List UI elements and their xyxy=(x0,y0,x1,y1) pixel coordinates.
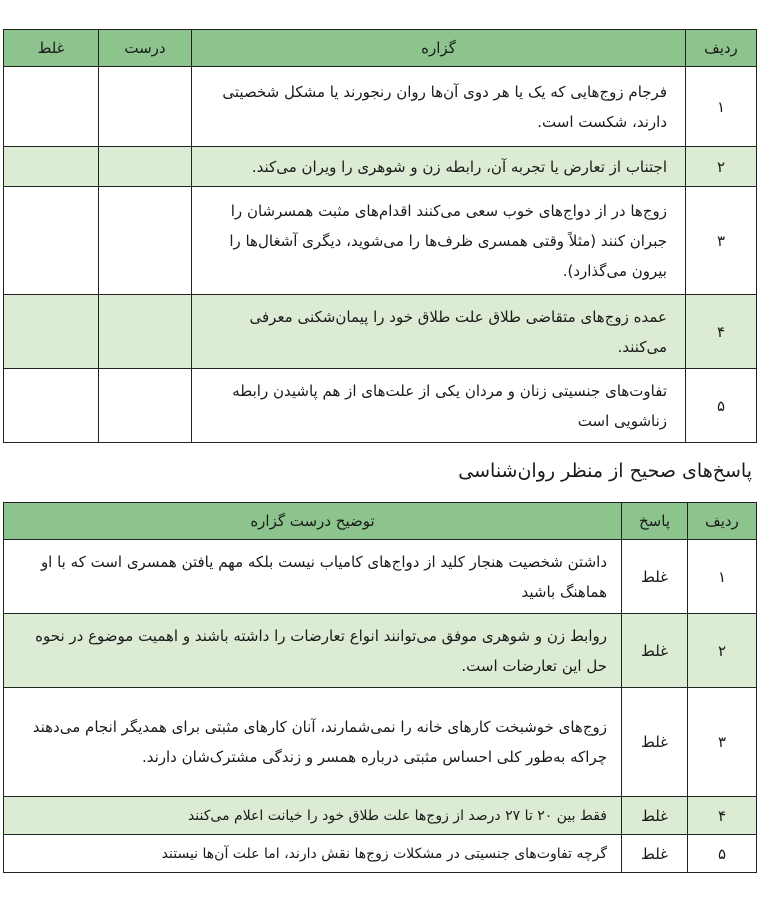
correct-cell[interactable] xyxy=(99,369,192,443)
correct-cell[interactable] xyxy=(99,147,192,187)
explanation-text: گرچه تفاوت‌های جنسیتی در مشکلات زوج‌ها نقش دارند، اما علت آن‌ها نیستند xyxy=(4,835,622,873)
row-number: ۴ xyxy=(688,797,757,835)
row-number: ۵ xyxy=(686,369,757,443)
explanation-text: زوج‌های خوشبخت کارهای خانه را نمی‌شمارند، آنان کارهای مثبتی برای همدیگر انجام می‌دهند چراکه به‌طور کلی احساس مثبتی درباره همسر و زندگی مشترک‌شان دارند. xyxy=(4,688,622,797)
correct-cell[interactable] xyxy=(99,67,192,147)
table-row xyxy=(4,835,757,873)
row-number: ۲ xyxy=(686,147,757,187)
row-number: ۳ xyxy=(686,187,757,295)
row-number: ۳ xyxy=(688,688,757,797)
table-row xyxy=(4,295,757,369)
statement-text: تفاوت‌های جنسیتی زنان و مردان یکی از علت‌های از هم پاشیدن رابطه زناشویی است xyxy=(192,369,686,443)
answer-cell: غلط xyxy=(622,835,688,873)
table-row xyxy=(4,797,757,835)
table-row xyxy=(4,369,757,443)
correct-cell[interactable] xyxy=(99,187,192,295)
wrong-cell[interactable] xyxy=(4,67,99,147)
answer-cell: غلط xyxy=(622,614,688,688)
table-row xyxy=(4,688,757,797)
statement-text: اجتناب از تعارض یا تجربه آن، رابطه زن و شوهری را ویران می‌کند. xyxy=(192,147,686,187)
header-explanation: توضیح درست گزاره xyxy=(4,503,622,540)
correct-cell[interactable] xyxy=(99,295,192,369)
table-row xyxy=(4,614,757,688)
header-wrong: غلط xyxy=(4,30,99,67)
row-number: ۵ xyxy=(688,835,757,873)
wrong-cell[interactable] xyxy=(4,295,99,369)
statement-text: فرجام زوج‌هایی که یک یا هر دوی آن‌ها روان رنجورند یا مشکل شخصیتی دارند، شکست است. xyxy=(192,67,686,147)
table-row xyxy=(4,540,757,614)
answer-cell: غلط xyxy=(622,797,688,835)
wrong-cell[interactable] xyxy=(4,187,99,295)
wrong-cell[interactable] xyxy=(4,147,99,187)
row-number: ۲ xyxy=(688,614,757,688)
header-statement: گزاره xyxy=(192,30,686,67)
header-row-number: ردیف xyxy=(686,30,757,67)
answers-heading: پاسخ‌های صحیح از منظر روان‌شناسی xyxy=(458,460,752,482)
row-number: ۱ xyxy=(686,67,757,147)
explanation-text: داشتن شخصیت هنجار کلید از دواج‌های کامیاب نیست بلکه مهم یافتن همسری است که با او هماهنگ باشید xyxy=(4,540,622,614)
answer-cell: غلط xyxy=(622,688,688,797)
statement-text: زوج‌ها در از دواج‌های خوب سعی می‌کنند اقدام‌های مثبت همسرشان را جبران کنند (مثلاً وقتی همسری ظرف‌ها را می‌شوید، دیگری آشغال‌ها را بیرون می‌گذارد). xyxy=(192,187,686,295)
answers-table xyxy=(3,502,757,873)
table-row xyxy=(4,147,757,187)
statement-text: عمده زوج‌های متقاضی طلاق علت طلاق خود را پیمان‌شکنی معرفی می‌کنند. xyxy=(192,295,686,369)
row-number: ۱ xyxy=(688,540,757,614)
statements-header-row xyxy=(4,30,757,67)
answers-header-row xyxy=(4,503,757,540)
explanation-text: روابط زن و شوهری موفق می‌توانند انواع تعارضات را داشته باشند و اهمیت موضوع در نحوه حل این تعارضات است. xyxy=(4,614,622,688)
wrong-cell[interactable] xyxy=(4,369,99,443)
answer-cell: غلط xyxy=(622,540,688,614)
header-correct: درست xyxy=(99,30,192,67)
explanation-text: فقط بین ۲۰ تا ۲۷ درصد از زوج‌ها علت طلاق خود را خیانت اعلام می‌کنند xyxy=(4,797,622,835)
table-row xyxy=(4,187,757,295)
table-row xyxy=(4,67,757,147)
header-row-number: ردیف xyxy=(688,503,757,540)
row-number: ۴ xyxy=(686,295,757,369)
header-answer: پاسخ xyxy=(622,503,688,540)
statements-table xyxy=(3,29,757,443)
